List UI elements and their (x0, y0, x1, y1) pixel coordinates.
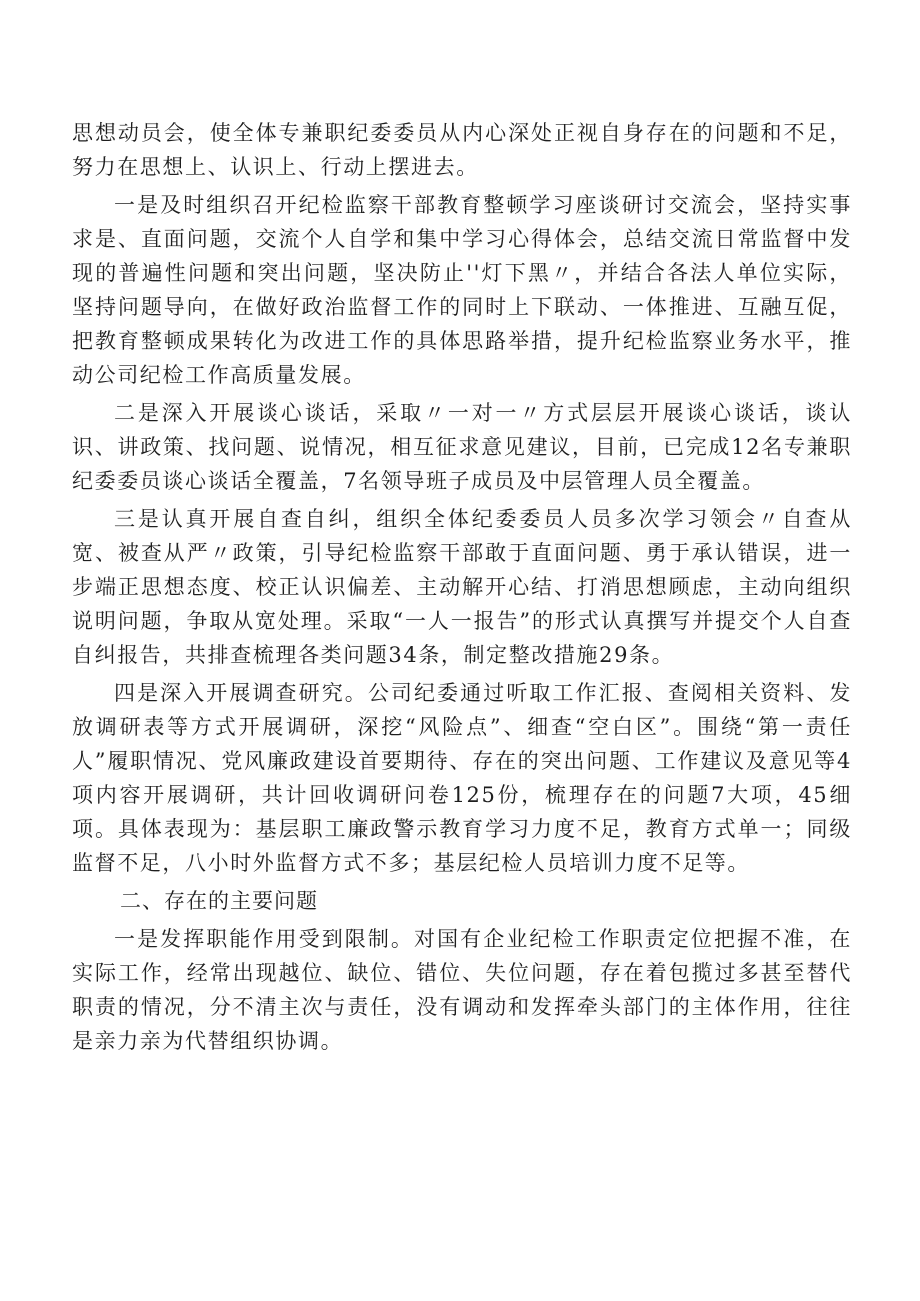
document-body (72, 116, 852, 1062)
paragraph-continued: 思想动员会，使全体专兼职纪委委员从内心深处正视自身存在的问题和不足，努力在思想上、认识上、行动上摆进去。 (72, 121, 852, 179)
paragraph-item-one: 一是及时组织召开纪检监察干部教育整顿学习座谈研讨交流会，坚持实事求是、直面问题，交流个人自学和集中学习心得体会，总结交流日常监督中发现的普遍性问题和突出问题，坚决防止''灯下黑〃，并结合各法人单位实际，坚持问题导向，在做好政治监督工作的同时上下联动、一体推进、互融互促，把教育整顿成果转化为改进工作的具体思路举措，提升纪检监察业务水平，推动公司纪检工作高质量发展。 (72, 193, 852, 387)
paragraph-item-three: 三是认真开展自查自纠，组织全体纪委委员人员多次学习领会〃自查从宽、被查从严〃政策，引导纪检监察干部敢于直面问题、勇于承认错误，进一步端正思想态度、校正认识偏差、主动解开心结、打消思想顾虑，主动向组织说明问题，争取从宽处理。采取“一人一报告”的形式认真撰写并提交个人自查自纠报告，共排查梳理各类问题34条，制定整改措施29条。 (72, 507, 852, 667)
section-heading: 二、存在的主要问题 (120, 889, 318, 913)
paragraph-item-four: 四是深入开展调查研究。公司纪委通过听取工作汇报、查阅相关资料、发放调研表等方式开展调研，深挖“风险点”、细查“空白区”。围绕“第一责任人”履职情况、党风廉政建设首要期待、存在的突出问题、工作建议及意见等4项内容开展调研，共计回收调研问卷125份，梳理存在的问题7大项，45细项。具体表现为：基层职工廉政警示教育学习力度不足，教育方式单一；同级监督不足，八小时外监督方式不多；基层纪检人员培训力度不足等。 (72, 681, 852, 875)
paragraph-item-two: 二是深入开展谈心谈话，采取〃一对一〃方式层层开展谈心谈话，谈认识、讲政策、找问题、说情况，相互征求意见建议，目前，已完成12名专兼职纪委委员谈心谈话全覆盖，7名领导班子成员及中层管理人员全覆盖。 (72, 401, 852, 493)
section-paragraph-one: 一是发挥职能作用受到限制。对国有企业纪检工作职责定位把握不准，在实际工作，经常出现越位、缺位、错位、失位问题，存在着包揽过多甚至替代职责的情况，分不清主次与责任，没有调动和发挥牵头部门的主体作用，往往是亲力亲为代替组织协调。 (72, 927, 852, 1053)
